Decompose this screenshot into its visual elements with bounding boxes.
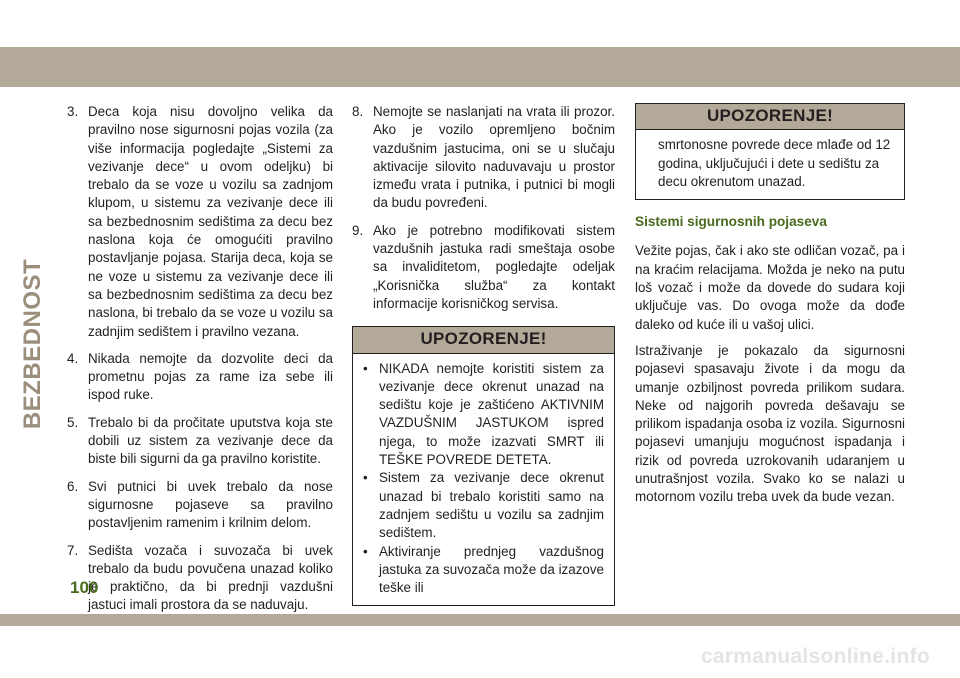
warning-box-continued: [635, 103, 905, 200]
watermark: carmanualsonline.info: [700, 645, 930, 668]
list-item-number: 3.: [67, 104, 79, 119]
column-middle: [352, 103, 615, 606]
list-item-text: Svi putnici bi uvek trebalo da nose sigurnosne pojaseve sa pravilno postavljenim ramenim i krilnim delom.: [88, 478, 333, 531]
list-item-text: Deca koja nisu dovoljno velika da pravilno nose sigurnosni pojas vozila (za više informacija pogledajte „Sistemi za vezivanje dece“ u ovom odeljku) bi trebalo da se voze u vozilu sa zadnjom klupom, u sistemu za vezivanje dece ili sa bezbednosnim sedištima za decu bez naslona koja će omogućiti pravilno postavljanje pojasa. Starija deca, koja se ne voze u sistemu za vezivanje dece ili sa bezbednosnim sedištima za decu bez naslona, bi trebalo da se voze u vozilu sa zadnjim sedištem i pravilno vezana.: [88, 104, 333, 339]
list-item-text: Trebalo bi da pročitate uputstva koja ste dobili uz sistem za vezivanje dece da biste bili sigurni da ga pravilno koristite.: [88, 414, 333, 467]
list-item: [67, 478, 333, 533]
warning-body: [353, 354, 614, 598]
list-item-text: Nikada nemojte da dozvolite deci da prometnu pojas za rame iza sebe ili ispod ruke.: [88, 350, 333, 403]
warning-bullet: [363, 360, 604, 470]
list-item: [67, 542, 333, 615]
bullet-mark: •: [363, 470, 368, 486]
list-item-number: 6.: [67, 478, 79, 494]
warning-continued-text: smrtonosne povrede dece mlađe od 12 godina, uključujući i dete u sedištu za decu okrenutom unazad.: [658, 137, 891, 189]
bullet-mark: •: [363, 360, 368, 376]
list-item-number: 5.: [67, 414, 79, 430]
list-item: [67, 103, 333, 341]
warning-bullet: [363, 469, 604, 542]
warning-bullet-text: Aktiviranje prednjeg vazdušnog jastuka za suvozača može da izazove teške ili: [379, 543, 604, 596]
warning-title: UPOZORENJE!: [636, 104, 904, 130]
header-band: [0, 47, 960, 87]
list-item: [67, 414, 333, 469]
page-number: 100: [70, 578, 99, 597]
list-item: [352, 222, 615, 313]
list-item-number: 9.: [352, 222, 364, 238]
column-left: [67, 103, 333, 624]
footer-band: [0, 614, 960, 626]
bullet-mark: •: [363, 543, 368, 559]
list-item: [352, 103, 615, 213]
column-right: [635, 103, 905, 515]
list-item: [67, 350, 333, 405]
warning-box: [352, 326, 615, 606]
list-item-text: Sedišta vozača i suvozača bi uvek trebalo da budu povučena unazad koliko je praktično, da bi prednji vazdušni jastuci imali prostora da se naduvaju.: [88, 542, 333, 613]
section-heading: Sistemi sigurnosnih pojaseva: [635, 214, 827, 230]
warning-bullet-text: NIKADA nemojte koristiti sistem za vezivanje dece okrenut unazad na sedištu koje je zaštićeno AKTIVNIM VAZDUŠNIM JASTUKOM ispred njega, to može izazvati SMRT ili TEŠKE POVREDE DETETA.: [379, 360, 604, 468]
list-item-text: Nemojte se naslanjati na vrata ili prozor. Ako je vozilo opremljeno bočnim vazdušnim jastucima, oni se u slučaju aktivacije silovito naduvavaju u prostor između vrata i putnika, i putnici bi mogli da budu povređeni.: [373, 104, 615, 211]
section-side-label: [18, 258, 48, 430]
warning-body: [636, 130, 904, 191]
warning-title: UPOZORENJE!: [353, 327, 614, 353]
list-item-text: Ako je potrebno modifikovati sistem vazdušnih jastuka radi smeštaja osobe sa invaliditetom, pogledajte odeljak „Korisnička služba“ za kontakt informacije korisničkog servisa.: [373, 222, 615, 311]
section-side-label-text: BEZBEDNOST: [19, 258, 46, 430]
warning-bullet-text: Sistem za vezivanje dece okrenut unazad bi trebalo koristiti samo na zadnjem sedištu u vozilu sa zadnjim sedištem.: [379, 470, 604, 541]
body-paragraph: Vežite pojas, čak i ako ste odličan vozač, pa i na kraćim relacijama. Možda je neko na putu loš vozač i može da dovede do sudara koji uključuje vas. Do ovoga može da dođe daleko od kuće ili u vašoj ulici.: [635, 243, 905, 332]
body-paragraph: Istraživanje je pokazalo da sigurnosni pojasevi spasavaju živote i da mogu da umanje ozbiljnost povreda prilikom sudara. Neke od najgorih povreda dešavaju se prilikom ispadanja osoba iz vozila. Sigurnosni pojasevi umanjuju mogućnost ispadanja i rizik od povreda uzrokovanih udaranjem u unutrašnjost vozila. Svako ko se nalazi u motornom vozilu treba uvek da bude vezan.: [635, 342, 905, 505]
warning-bullet: [363, 543, 604, 598]
list-item-number: 8.: [352, 104, 364, 119]
list-item-number: 4.: [67, 350, 79, 366]
list-item-number: 7.: [67, 542, 79, 558]
